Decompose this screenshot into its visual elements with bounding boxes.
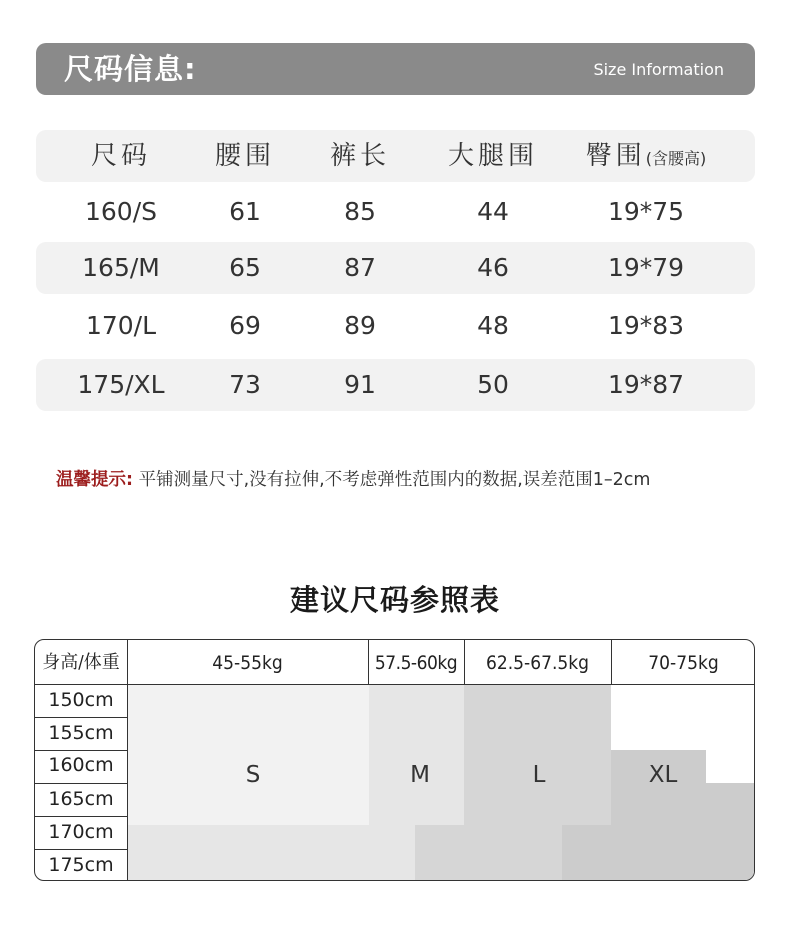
thigh-cell: 44 [477, 197, 509, 226]
waist-cell: 69 [229, 311, 261, 340]
weight-header: 45-55kg [212, 652, 283, 674]
region-xl-right [706, 783, 755, 825]
region-s [127, 684, 369, 825]
recommend-title: 建议尺码参照表 [289, 583, 500, 617]
size-recommend-chart [34, 639, 755, 881]
waist-cell: 73 [229, 370, 261, 399]
weight-header: 62.5-67.5kg [485, 652, 589, 674]
height-label: 175cm [48, 854, 114, 876]
table-row [36, 359, 755, 411]
size-label-s: S [245, 762, 261, 788]
tip-label: 温馨提示: [56, 470, 133, 490]
corner-label: 身高/体重 [42, 652, 120, 673]
length-cell: 91 [344, 370, 376, 399]
header-title: 尺码信息: [64, 52, 197, 86]
height-label: 165cm [48, 788, 114, 810]
hip-note: (含腰高) [645, 149, 707, 168]
hip-cell: 19*79 [607, 253, 685, 282]
hip-label: 臀围 [585, 141, 646, 171]
length-cell: 87 [344, 253, 376, 282]
column-header-thigh: 大腿围 [447, 141, 538, 171]
size-label-m: M [410, 762, 430, 788]
height-label: 160cm [48, 754, 114, 776]
region-m [369, 684, 464, 825]
hip-cell: 19*87 [607, 370, 685, 399]
region-l-row170 [415, 825, 562, 881]
waist-cell: 61 [229, 197, 261, 226]
tip-text: 平铺测量尺寸,没有拉伸,不考虑弹性范围内的数据,误差范围1–2cm [138, 470, 651, 490]
measurement-tip [56, 466, 650, 491]
header-subtitle: Size Information [593, 60, 724, 79]
weight-header: 70-75kg [648, 652, 719, 674]
size-cell: 165/M [82, 253, 160, 282]
thigh-cell: 46 [477, 253, 509, 282]
thigh-cell: 48 [477, 311, 509, 340]
grid-line [35, 684, 755, 685]
column-header-hip [576, 130, 716, 182]
height-label: 155cm [48, 722, 114, 744]
table-row [36, 186, 755, 238]
table-row [36, 300, 755, 352]
size-cell: 175/XL [77, 370, 165, 399]
thigh-cell: 50 [477, 370, 509, 399]
size-label-xl: XL [648, 762, 678, 788]
height-label: 150cm [48, 689, 114, 711]
region-xl-row170 [562, 825, 755, 881]
column-header-waist: 腰围 [214, 141, 275, 171]
hip-cell: 19*83 [607, 311, 685, 340]
size-cell: 160/S [84, 197, 157, 226]
column-header-length: 裤长 [329, 141, 390, 171]
column-header-size: 尺码 [90, 141, 151, 171]
size-label-l: L [532, 762, 546, 788]
length-cell: 89 [344, 311, 376, 340]
table-row [36, 242, 755, 294]
header-bar [36, 43, 755, 95]
size-table-header [36, 130, 755, 182]
hip-cell: 19*75 [607, 197, 685, 226]
weight-header: 57.5-60kg [374, 652, 458, 674]
length-cell: 85 [344, 197, 376, 226]
waist-cell: 65 [229, 253, 261, 282]
size-cell: 170/L [85, 311, 157, 340]
height-label: 170cm [48, 821, 114, 843]
region-l [464, 684, 611, 825]
region-s-row170 [127, 825, 415, 881]
